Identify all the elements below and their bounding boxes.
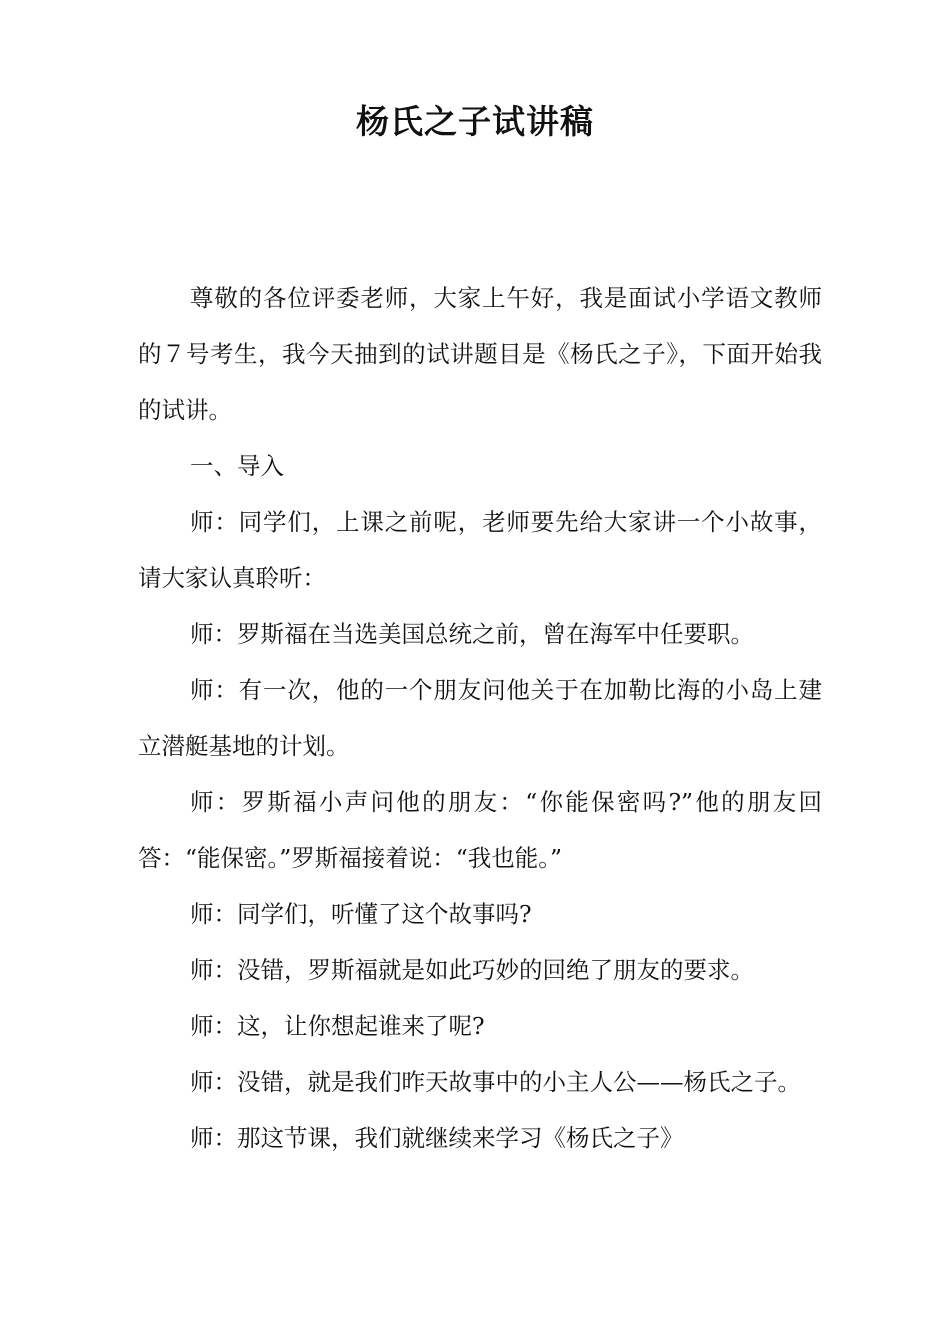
document-body bbox=[138, 270, 822, 1166]
document-title: 杨氏之子试讲稿 bbox=[356, 102, 594, 141]
paragraph-story-intro: 师：同学们，上课之前呢，老师要先给大家讲一个小故事，请大家认真聆听： bbox=[138, 508, 822, 592]
section-heading-intro: 一、导入 bbox=[190, 452, 284, 480]
paragraph-roosevelt: 师：罗斯福在当选美国总统之前，曾在海军中任要职。 bbox=[190, 620, 754, 648]
paragraph-protagonist: 师：没错，就是我们昨天故事中的小主人公——杨氏之子。 bbox=[190, 1068, 801, 1096]
paragraph-understand: 师：同学们，听懂了这个故事吗? bbox=[190, 900, 532, 928]
paragraph-dialogue: 师：罗斯福小声问他的朋友：“你能保密吗?”他的朋友回答：“能保密。”罗斯福接着说：“我也能。” bbox=[138, 788, 822, 872]
paragraph-lesson: 师：那这节课，我们就继续来学习《杨氏之子》 bbox=[190, 1124, 684, 1152]
paragraph-friend-question: 师：有一次，他的一个朋友问他关于在加勒比海的小岛上建立潜艇基地的计划。 bbox=[138, 676, 822, 760]
paragraph-greeting: 尊敬的各位评委老师，大家上午好，我是面试小学语文教师的７号考生，我今天抽到的试讲题目是《杨氏之子》，下面开始我的试讲。 bbox=[138, 284, 822, 424]
paragraph-remind: 师：这，让你想起谁来了呢? bbox=[190, 1012, 485, 1040]
paragraph-refusal: 师：没错，罗斯福就是如此巧妙的回绝了朋友的要求。 bbox=[190, 956, 754, 984]
